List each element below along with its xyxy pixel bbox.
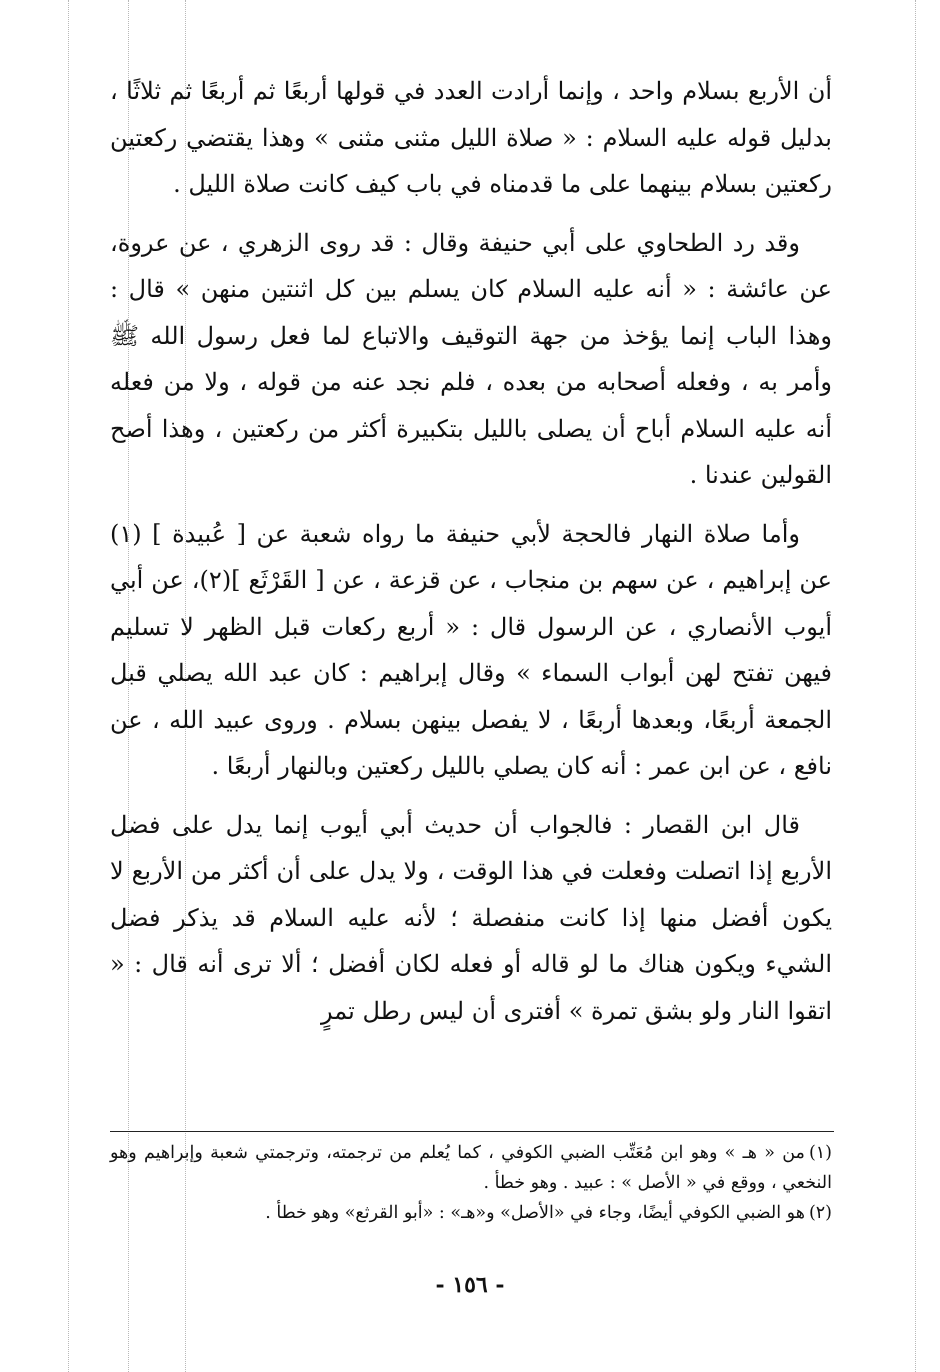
margin-guide-line: [915, 0, 916, 1372]
footnote-number: (١): [808, 1143, 832, 1163]
footnote-text: هو الضبي الكوفي أيضًا، وجاء في «الأصل» و«هـ» : «أبو القرثع» وهو خطأ .: [265, 1203, 805, 1223]
paragraph-1: أن الأربع بسلام واحد ، وإنما أرادت العدد في قولها أربعًا ثم أربعًا ثم ثلاثًا ، بدليل قوله عليه السلام : « صلاة الليل مثنى مثنى » وهذا يقتضي ركعتين ركعتين بسلام بينهما على ما قدمناه في باب كيف كانت صلاة الليل .: [110, 77, 832, 198]
paragraph-3: وأما صلاة النهار فالحجة لأبي حنيفة ما رواه شعبة عن [ عُبيدة ] (١) عن إبراهيم ، عن سهم بن منجاب ، عن قزعة ، عن [ القَرْثَع ](٢)، عن أبي أيوب الأنصاري ، عن الرسول قال : « أربع ركعات قبل الظهر لا تسليم فيهن تفتح لهن أبواب السماء » وقال إبراهيم : كان عبد الله يصلي قبل الجمعة أربعًا، وبعدها أربعًا ، لا يفصل بينهن بسلام . وروى عبيد الله ، عن نافع ، عن ابن عمر : أنه كان يصلي بالليل ركعتين وبالنهار أربعًا .: [110, 519, 832, 780]
margin-guide-line: [68, 0, 69, 1372]
footnotes: [110, 1138, 832, 1228]
paragraph-4: قال ابن القصار : فالجواب أن حديث أبي أيوب إنما يدل على فضل الأربع إذا اتصلت وفعلت في هذا الوقت ، ولا يدل على أن أكثر من الأربع لا يكون أفضل منها إذا كانت منفصلة ؛ لأنه عليه السلام قد يذكر فضل الشيء ويكون هناك ما لو قاله أو فعله لكان أفضل ؛ ألا ترى أنه قال : « اتقوا النار ولو بشق تمرة » أفترى أن ليس رطل تمرٍ: [110, 810, 832, 1025]
main-text: [110, 68, 832, 1046]
paragraph-2: وقد رد الطحاوي على أبي حنيفة وقال : قد روى الزهري ، عن عروة، عن عائشة : « أنه عليه السلام كان يسلم بين كل اثنتين منهن » قال : وهذا الباب إنما يؤخذ من جهة التوقيف والاتباع لما فعل رسول الله ﷺ وأمر به ، وفعله أصحابه من بعده ، فلم نجد عنه من قوله ، ولا من فعله أنه عليه السلام أباح أن يصلى بالليل بتكبيرة أكثر من ركعتين ، وهذا أصح القولين عندنا .: [110, 228, 832, 489]
footnote-text: من « هـ » وهو ابن مُعَتِّب الضبي الكوفي ، كما يُعلم من ترجمته، وترجمتي شعبة وإبراهيم وهو النخعي ، ووقع في « الأصل » : عبيد . وهو خطأ .: [110, 1143, 832, 1193]
footnote-number: (٢): [808, 1203, 832, 1223]
footnote-2: [110, 1198, 832, 1228]
footnote-separator: [110, 1131, 834, 1132]
footnote-1: [110, 1138, 832, 1198]
page-number: - ١٥٦ -: [435, 1272, 505, 1298]
